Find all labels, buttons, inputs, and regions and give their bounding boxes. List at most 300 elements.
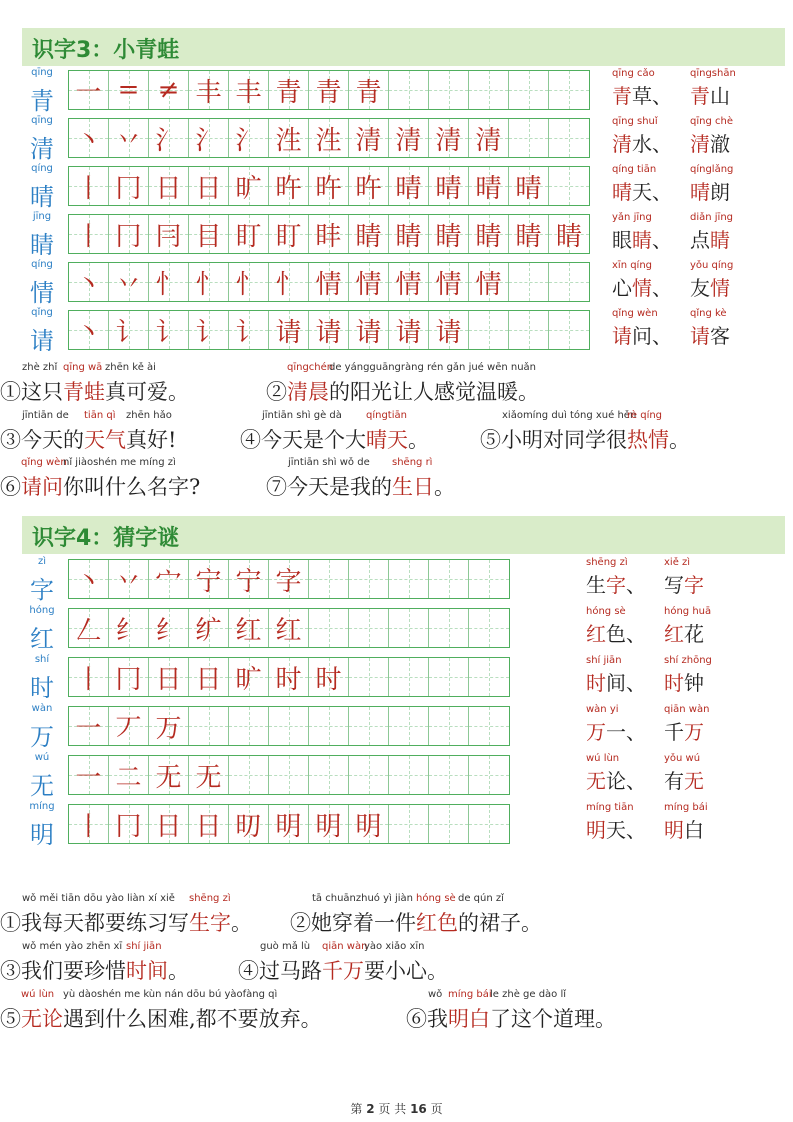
stroke-step: 时 bbox=[275, 664, 302, 695]
grid-cell bbox=[389, 756, 429, 794]
grid-cell bbox=[429, 263, 469, 301]
plain-char: 、 bbox=[652, 228, 672, 252]
lesson3-title-bar bbox=[22, 28, 785, 66]
plain-text: ⑤ bbox=[0, 1007, 21, 1031]
word-pinyin: yǒu wú bbox=[664, 753, 701, 764]
grid-cell bbox=[389, 707, 429, 745]
grid-cell bbox=[69, 263, 109, 301]
grid-cell bbox=[309, 263, 349, 301]
example-sentence bbox=[240, 410, 429, 454]
grid-cell bbox=[309, 658, 349, 696]
example-sentence bbox=[266, 362, 539, 406]
grid-cell bbox=[189, 805, 229, 843]
grid-cell bbox=[469, 560, 509, 598]
character-row bbox=[22, 802, 785, 848]
word-pinyin: shí zhōng bbox=[664, 655, 712, 666]
plain-char: 写 bbox=[664, 573, 684, 597]
stroke-step: 字 bbox=[275, 566, 302, 597]
stroke-step: 氵 bbox=[235, 125, 262, 156]
grid-cell bbox=[269, 215, 309, 253]
grid-cell bbox=[509, 71, 549, 109]
example-word bbox=[586, 557, 646, 598]
grid-cell bbox=[229, 560, 269, 598]
highlight-pinyin: shēng zì bbox=[189, 893, 231, 904]
grid-cell bbox=[69, 71, 109, 109]
grid-cell bbox=[429, 167, 469, 205]
plain-pinyin: de qún zǐ bbox=[458, 893, 504, 904]
highlight-char: 睛 bbox=[710, 228, 730, 252]
stroke-step: 睛 bbox=[435, 221, 462, 252]
grid-cell bbox=[109, 609, 149, 647]
grid-cell bbox=[349, 609, 389, 647]
example-sentence bbox=[266, 457, 455, 501]
plain-pinyin: zhè zhǐ bbox=[22, 362, 58, 373]
stroke-step: 丶 bbox=[75, 317, 102, 348]
grid-cell bbox=[309, 215, 349, 253]
highlight-pinyin: míng bái bbox=[448, 989, 492, 1000]
stroke-step: 旷 bbox=[235, 173, 262, 204]
word-pinyin: xīn qíng bbox=[612, 260, 653, 271]
writing-grid bbox=[68, 608, 510, 648]
plain-text: 遇到什么困难,都不要放弃。 bbox=[63, 1007, 322, 1031]
grid-cell bbox=[189, 263, 229, 301]
sentence-text bbox=[290, 907, 542, 937]
sentence-pinyin bbox=[290, 893, 542, 907]
example-word bbox=[586, 753, 646, 794]
word-pinyin: hóng huā bbox=[664, 606, 712, 617]
word-hanzi bbox=[586, 765, 646, 794]
character-row bbox=[22, 116, 785, 162]
character-row bbox=[22, 557, 785, 603]
grid-cell bbox=[349, 215, 389, 253]
sentence-pinyin bbox=[480, 410, 690, 424]
word-pinyin: qiān wàn bbox=[664, 704, 710, 715]
plain-pinyin: jīntiān de bbox=[22, 410, 69, 421]
grid-cell bbox=[269, 167, 309, 205]
character-row bbox=[22, 753, 785, 799]
highlight-pinyin: shí jiān bbox=[126, 941, 162, 952]
grid-cell bbox=[149, 560, 189, 598]
highlight-pinyin: qiān wàn bbox=[322, 941, 368, 952]
grid-cell bbox=[229, 167, 269, 205]
stroke-step: 冂 bbox=[115, 811, 142, 842]
character-pinyin: qíng bbox=[31, 259, 53, 270]
character-glyph: 无 bbox=[30, 772, 54, 800]
stroke-step: 清 bbox=[395, 125, 422, 156]
sentence-pinyin bbox=[266, 457, 455, 471]
grid-cell bbox=[509, 263, 549, 301]
highlight-word: 清晨 bbox=[287, 380, 329, 404]
plain-text: ③我们要珍惜 bbox=[0, 959, 126, 983]
example-sentence bbox=[0, 893, 252, 937]
plain-text: 。 bbox=[168, 959, 189, 983]
grid-cell bbox=[509, 119, 549, 157]
word-pinyin: yǎn jīng bbox=[612, 212, 652, 223]
stroke-step: 一 bbox=[75, 77, 102, 108]
grid-cell bbox=[69, 119, 109, 157]
character-pinyin: qīng bbox=[31, 115, 53, 126]
plain-char: 山 bbox=[710, 84, 730, 108]
stroke-step: 𠃋 bbox=[75, 615, 102, 646]
example-word bbox=[664, 753, 704, 794]
stroke-step: 明 bbox=[275, 811, 302, 842]
stroke-step: 红 bbox=[275, 615, 302, 646]
word-pinyin: xiě zì bbox=[664, 557, 691, 568]
grid-cell bbox=[389, 560, 429, 598]
grid-cell bbox=[109, 215, 149, 253]
word-pinyin: diǎn jīng bbox=[690, 212, 734, 223]
word-pinyin: míng tiān bbox=[586, 802, 634, 813]
stroke-step: 盯 bbox=[235, 221, 262, 252]
stroke-step: 请 bbox=[355, 317, 382, 348]
plain-char: 、 bbox=[626, 573, 646, 597]
highlight-char: 无 bbox=[684, 769, 704, 793]
example-word bbox=[690, 260, 733, 301]
plain-text: ⑦今天是我的 bbox=[266, 475, 392, 499]
stroke-step: 讠 bbox=[195, 317, 222, 348]
grid-cell bbox=[309, 609, 349, 647]
example-word bbox=[612, 260, 672, 301]
grid-cell bbox=[189, 609, 229, 647]
sentence-pinyin bbox=[238, 941, 448, 955]
plain-pinyin: zhēn hǎo bbox=[126, 410, 172, 421]
grid-cell bbox=[269, 71, 309, 109]
stroke-step: 冂 bbox=[115, 221, 142, 252]
plain-text: ② bbox=[266, 380, 287, 404]
grid-cell bbox=[469, 756, 509, 794]
grid-cell bbox=[149, 71, 189, 109]
grid-cell bbox=[189, 707, 229, 745]
highlight-pinyin: hóng sè bbox=[416, 893, 456, 904]
grid-cell bbox=[309, 167, 349, 205]
grid-cell bbox=[69, 215, 109, 253]
grid-cell bbox=[349, 71, 389, 109]
stroke-step: 丆 bbox=[115, 713, 142, 744]
grid-cell bbox=[309, 707, 349, 745]
word-pinyin: qīng shuǐ bbox=[612, 116, 658, 127]
stroke-step: 丶 bbox=[75, 125, 102, 156]
grid-cell bbox=[549, 167, 589, 205]
sentence-pinyin bbox=[0, 457, 200, 471]
stroke-step: 丨 bbox=[75, 173, 102, 204]
stroke-step: 泩 bbox=[275, 125, 302, 156]
plain-pinyin: de yángguāngràng rén gǎn jué wēn nuǎn bbox=[329, 362, 537, 373]
grid-cell bbox=[469, 658, 509, 696]
grid-cell bbox=[69, 805, 109, 843]
grid-cell bbox=[469, 805, 509, 843]
highlight-word: 请问 bbox=[21, 475, 63, 499]
character-glyph: 清 bbox=[30, 135, 54, 163]
grid-cell bbox=[149, 658, 189, 696]
plain-pinyin: yào xiǎo xīn bbox=[364, 941, 425, 952]
word-pinyin: wú lùn bbox=[586, 753, 620, 764]
grid-cell bbox=[69, 707, 109, 745]
word-hanzi bbox=[612, 224, 672, 253]
example-word bbox=[690, 308, 730, 349]
highlight-char: 明 bbox=[586, 818, 606, 842]
plain-char: 水、 bbox=[632, 132, 672, 156]
highlight-char: 红 bbox=[664, 622, 684, 646]
plain-char: 眼 bbox=[612, 228, 632, 252]
highlight-char: 晴 bbox=[612, 180, 632, 204]
grid-cell bbox=[509, 215, 549, 253]
stroke-step: 纩 bbox=[195, 615, 222, 646]
stroke-step: 请 bbox=[275, 317, 302, 348]
current-page: 2 bbox=[366, 1102, 375, 1116]
grid-cell bbox=[189, 215, 229, 253]
grid-cell bbox=[189, 119, 229, 157]
stroke-step: 情 bbox=[475, 269, 502, 300]
example-word bbox=[586, 802, 646, 843]
stroke-step: 晴 bbox=[435, 173, 462, 204]
stroke-step: 丨 bbox=[75, 664, 102, 695]
grid-cell bbox=[109, 311, 149, 349]
highlight-char: 明 bbox=[664, 818, 684, 842]
highlight-pinyin: rè qíng bbox=[627, 410, 663, 421]
stroke-step: 时 bbox=[315, 664, 342, 695]
plain-char: 客 bbox=[710, 324, 730, 348]
character-row bbox=[22, 655, 785, 701]
stroke-step: 请 bbox=[315, 317, 342, 348]
highlight-word: 生日 bbox=[392, 475, 434, 499]
plain-text: ①我每天都要练习写 bbox=[0, 911, 189, 935]
highlight-pinyin: qíngtiān bbox=[366, 410, 407, 421]
word-hanzi bbox=[690, 80, 736, 109]
stroke-step: 讠 bbox=[115, 317, 142, 348]
grid-cell bbox=[69, 609, 109, 647]
writing-grid bbox=[68, 166, 590, 206]
plain-text: ④过马路 bbox=[238, 959, 322, 983]
grid-cell bbox=[469, 167, 509, 205]
grid-cell bbox=[109, 707, 149, 745]
word-hanzi bbox=[664, 814, 708, 843]
word-hanzi bbox=[690, 320, 730, 349]
stroke-step: 目 bbox=[195, 221, 222, 252]
stroke-step: 日 bbox=[195, 173, 222, 204]
plain-text: ⑥ bbox=[0, 475, 21, 499]
plain-text: ④今天是个大 bbox=[240, 428, 366, 452]
grid-cell bbox=[269, 658, 309, 696]
stroke-step: 泩 bbox=[315, 125, 342, 156]
grid-cell bbox=[229, 805, 269, 843]
stroke-step: 氵 bbox=[155, 125, 182, 156]
stroke-step: 讠 bbox=[235, 317, 262, 348]
grid-cell bbox=[309, 311, 349, 349]
stroke-step: 睛 bbox=[355, 221, 382, 252]
highlight-char: 情 bbox=[632, 276, 652, 300]
grid-cell bbox=[69, 756, 109, 794]
grid-cell bbox=[349, 119, 389, 157]
character-glyph: 时 bbox=[30, 674, 54, 702]
stroke-step: 丶 bbox=[75, 566, 102, 597]
plain-pinyin: le zhè ge dào lǐ bbox=[490, 989, 567, 1000]
grid-cell bbox=[509, 311, 549, 349]
highlight-char: 字 bbox=[606, 573, 626, 597]
grid-cell bbox=[269, 609, 309, 647]
highlight-char: 睛 bbox=[632, 228, 652, 252]
grid-cell bbox=[309, 756, 349, 794]
highlight-pinyin: tiān qì bbox=[84, 410, 116, 421]
plain-char: 钟 bbox=[684, 671, 704, 695]
highlight-char: 无 bbox=[586, 769, 606, 793]
grid-cell bbox=[229, 609, 269, 647]
lesson3-title: 识字3：小青蛙 bbox=[32, 38, 180, 63]
grid-cell bbox=[389, 71, 429, 109]
character-pinyin: shí bbox=[34, 654, 50, 665]
grid-cell bbox=[189, 311, 229, 349]
example-sentence bbox=[238, 941, 448, 985]
plain-text: ①这只 bbox=[0, 380, 63, 404]
stroke-step: 丰 bbox=[195, 77, 222, 108]
example-word bbox=[612, 68, 672, 109]
stroke-step: 晴 bbox=[395, 173, 422, 204]
stroke-step: 丰 bbox=[235, 77, 262, 108]
word-hanzi bbox=[586, 716, 646, 745]
example-sentence bbox=[0, 410, 176, 454]
stroke-step: 旷 bbox=[235, 664, 262, 695]
grid-cell bbox=[309, 560, 349, 598]
plain-char: 花 bbox=[684, 622, 704, 646]
stroke-step: 丷 bbox=[115, 125, 142, 156]
stroke-step: 日 bbox=[195, 664, 222, 695]
writing-grid bbox=[68, 755, 510, 795]
character-pinyin: wàn bbox=[31, 703, 53, 714]
word-hanzi bbox=[612, 272, 672, 301]
plain-text: 的阳光让人感觉温暖。 bbox=[329, 380, 539, 404]
grid-cell bbox=[469, 609, 509, 647]
stroke-step: 情 bbox=[435, 269, 462, 300]
stroke-step: 忄 bbox=[275, 269, 302, 300]
word-hanzi bbox=[664, 667, 712, 696]
grid-cell bbox=[229, 707, 269, 745]
grid-cell bbox=[149, 756, 189, 794]
word-hanzi bbox=[690, 272, 733, 301]
grid-cell bbox=[389, 119, 429, 157]
example-word bbox=[664, 655, 712, 696]
grid-cell bbox=[149, 119, 189, 157]
word-pinyin: qǐng kè bbox=[690, 308, 727, 319]
plain-char: 、 bbox=[652, 276, 672, 300]
highlight-char: 红 bbox=[586, 622, 606, 646]
plain-pinyin: wǒ měi tiān dōu yào liàn xí xiě bbox=[22, 893, 175, 904]
stroke-step: 宀 bbox=[155, 566, 182, 597]
grid-cell bbox=[349, 560, 389, 598]
stroke-step: 日 bbox=[155, 664, 182, 695]
stroke-step: 睛 bbox=[555, 221, 582, 252]
grid-cell bbox=[469, 71, 509, 109]
stroke-step: 清 bbox=[355, 125, 382, 156]
grid-cell bbox=[549, 119, 589, 157]
stroke-step: 晴 bbox=[515, 173, 542, 204]
example-word bbox=[612, 116, 672, 157]
grid-cell bbox=[469, 707, 509, 745]
word-hanzi bbox=[690, 128, 733, 157]
grid-cell bbox=[149, 805, 189, 843]
character-pinyin: qīng bbox=[31, 67, 53, 78]
example-word bbox=[586, 606, 646, 647]
word-hanzi bbox=[612, 80, 672, 109]
stroke-step: 无 bbox=[155, 762, 182, 793]
word-hanzi bbox=[586, 814, 646, 843]
stroke-step: 丨 bbox=[75, 221, 102, 252]
grid-cell bbox=[349, 167, 389, 205]
character-glyph: 明 bbox=[30, 821, 54, 849]
grid-cell bbox=[549, 215, 589, 253]
grid-cell bbox=[109, 167, 149, 205]
word-pinyin: qǐng wèn bbox=[612, 308, 658, 319]
highlight-word: 明白 bbox=[448, 1007, 490, 1031]
stroke-step: 清 bbox=[435, 125, 462, 156]
example-word bbox=[690, 68, 736, 109]
example-sentence bbox=[406, 989, 616, 1033]
character-pinyin: qíng bbox=[31, 163, 53, 174]
plain-char: 天、 bbox=[632, 180, 672, 204]
plain-text: 要小心。 bbox=[364, 959, 448, 983]
grid-cell bbox=[389, 805, 429, 843]
stroke-step: 红 bbox=[235, 615, 262, 646]
stroke-step: 旿 bbox=[355, 173, 382, 204]
grid-cell bbox=[429, 119, 469, 157]
plain-pinyin: zhēn kě ài bbox=[105, 362, 156, 373]
sentence-text bbox=[266, 376, 539, 406]
grid-cell bbox=[229, 263, 269, 301]
grid-cell bbox=[429, 311, 469, 349]
highlight-word: 无论 bbox=[21, 1007, 63, 1031]
plain-pinyin: tā chuānzhuó yì jiàn bbox=[312, 893, 413, 904]
grid-cell bbox=[229, 119, 269, 157]
sentence-text bbox=[240, 424, 429, 454]
total-pages: 16 bbox=[410, 1102, 427, 1116]
grid-cell bbox=[349, 805, 389, 843]
plain-text: ⑤小明对同学很 bbox=[480, 428, 627, 452]
plain-char: 有 bbox=[664, 769, 684, 793]
highlight-pinyin: shēng rì bbox=[392, 457, 433, 468]
sentence-text bbox=[0, 376, 189, 406]
highlight-word: 青蛙 bbox=[63, 380, 105, 404]
plain-text: ⑥我 bbox=[406, 1007, 448, 1031]
grid-cell bbox=[109, 263, 149, 301]
grid-cell bbox=[269, 263, 309, 301]
plain-char: 一、 bbox=[606, 720, 646, 744]
plain-char: 论、 bbox=[606, 769, 646, 793]
writing-grid bbox=[68, 310, 590, 350]
grid-cell bbox=[389, 609, 429, 647]
grid-cell bbox=[109, 119, 149, 157]
sentence-pinyin bbox=[0, 893, 252, 907]
plain-text: 的裙子。 bbox=[458, 911, 542, 935]
character-pinyin: zì bbox=[37, 556, 47, 567]
stroke-step: 情 bbox=[315, 269, 342, 300]
stroke-step: 日 bbox=[155, 811, 182, 842]
plain-char: 色、 bbox=[606, 622, 646, 646]
writing-grid bbox=[68, 262, 590, 302]
example-word bbox=[612, 164, 672, 205]
stroke-step: 忄 bbox=[235, 269, 262, 300]
page-footer: 第 2 页 共 16 页 bbox=[350, 1102, 443, 1116]
stroke-step: 请 bbox=[395, 317, 422, 348]
character-glyph: 请 bbox=[30, 327, 54, 355]
sentence-pinyin bbox=[0, 362, 189, 376]
stroke-step: 明 bbox=[355, 811, 382, 842]
stroke-step: 宁 bbox=[235, 566, 262, 597]
sentence-pinyin bbox=[0, 989, 322, 1003]
example-word bbox=[612, 212, 672, 253]
word-pinyin: yǒu qíng bbox=[690, 260, 734, 271]
grid-cell bbox=[109, 658, 149, 696]
grid-cell bbox=[469, 119, 509, 157]
grid-cell bbox=[149, 707, 189, 745]
stroke-step: 宁 bbox=[195, 566, 222, 597]
